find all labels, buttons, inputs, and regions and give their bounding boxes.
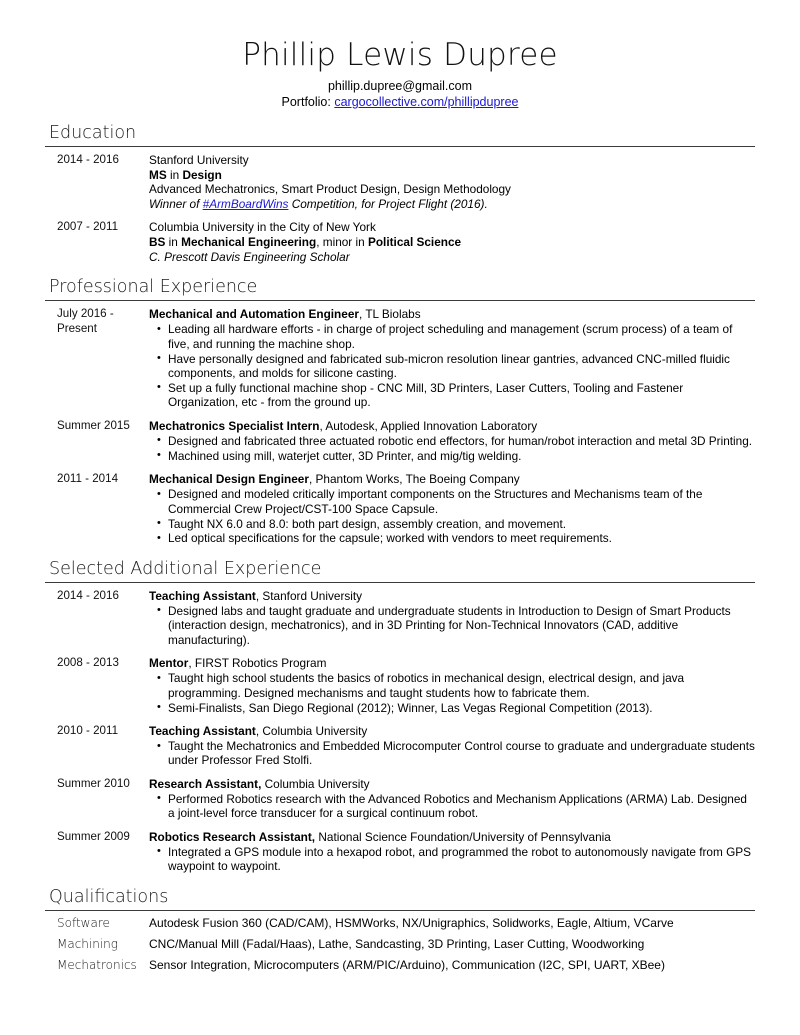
entry-date: 2014 - 2016 — [57, 153, 119, 166]
qualification-label: Software — [57, 915, 110, 930]
job-headline — [149, 307, 755, 322]
honor-line — [149, 250, 755, 265]
job-headline — [149, 472, 755, 487]
experience-entry — [45, 724, 755, 768]
education-entry — [45, 153, 755, 211]
entry-date: 2011 - 2014 — [57, 472, 119, 486]
degree-level: MS — [149, 167, 167, 182]
section-title-additional-experience: Selected Additional Experience — [49, 558, 322, 579]
section-title-education: Education — [49, 123, 137, 143]
qualification-row — [45, 916, 755, 931]
job-bullets — [149, 792, 755, 821]
job-title: Research Assistant, — [149, 776, 262, 791]
qualification-value: Autodesk Fusion 360 (CAD/CAM), HSMWorks, NX/Unigraphics, Solidworks, Eagle, Altium, VCarve — [149, 915, 674, 930]
job-headline — [149, 589, 755, 604]
experience-entry — [45, 830, 755, 874]
section-qualifications — [45, 887, 755, 973]
degree-line — [149, 168, 755, 183]
bullet-item: • Taught the Mechatronics and Embedded Microcomputer Control course to graduate and undergraduate students under Professor Fred Stolfi. — [149, 739, 755, 768]
job-bullets — [149, 604, 755, 647]
job-title: Mechanical Design Engineer — [149, 472, 309, 487]
job-org: , TL Biolabs — [358, 307, 421, 322]
degree-connector: in — [166, 167, 183, 182]
qualification-label: Machining — [57, 936, 118, 951]
experience-entry — [45, 589, 755, 647]
job-title: Mentor — [149, 656, 189, 671]
bullet-item: • Designed and fabricated three actuated robotic end effectors, for human/robot interaction and metal 3D Printing. — [149, 434, 755, 448]
job-org: , Columbia University — [255, 723, 368, 738]
job-bullets — [149, 487, 755, 546]
entry-date: July 2016 - Present — [57, 307, 114, 335]
qualifications-rows — [45, 916, 755, 973]
experience-entry — [45, 307, 755, 410]
degree-level: BS — [149, 234, 166, 249]
degree-connector: in — [165, 234, 182, 249]
resume-header — [45, 0, 755, 110]
section-rule — [45, 146, 755, 147]
degree-line — [149, 235, 755, 250]
section-rule — [45, 300, 755, 301]
section-title-professional-experience: Professional Experience — [49, 277, 258, 298]
job-org: , Stanford University — [255, 588, 363, 603]
bullet-item: • Have personally designed and fabricated sub-micron resolution linear gantries, advanced CNC-milled fluidic components, and molds for silicone casting. — [149, 352, 755, 381]
bullet-item: • Integrated a GPS module into a hexapod robot, and programmed the robot to autonomously navigate from GPS waypoint to waypoint. — [149, 845, 755, 874]
experience-entry — [45, 419, 755, 463]
job-title: Mechatronics Specialist Intern — [149, 418, 320, 433]
entry-body — [149, 220, 755, 264]
job-title: Teaching Assistant — [149, 588, 256, 603]
entry-date: 2008 - 2013 — [57, 656, 119, 670]
qualification-value: CNC/Manual Mill (Fadal/Haas), Lathe, Sandcasting, 3D Printing, Laser Cutting, Woodworking — [149, 936, 645, 951]
school-name: Stanford University — [149, 153, 249, 167]
job-headline — [149, 419, 755, 434]
award-prefix: Winner of — [149, 196, 203, 211]
entry-date: 2010 - 2011 — [57, 723, 119, 737]
email-address: phillip.dupree@gmail.com — [327, 79, 472, 93]
bullet-item: • Semi-Finalists, San Diego Regional (2012); Winner, Las Vegas Regional Competition (2013). — [149, 701, 755, 715]
job-title: Robotics Research Assistant, — [149, 829, 316, 844]
entry-body — [149, 777, 755, 821]
experience-entry — [45, 777, 755, 821]
job-bullets — [149, 739, 755, 768]
entry-date: 2007 - 2011 — [57, 220, 119, 234]
bullet-item: • Taught NX 6.0 and 8.0: both part design, assembly creation, and movement. — [149, 517, 755, 531]
honor-text: C. Prescott Davis Engineering Scholar — [149, 249, 350, 264]
school-name: Columbia University in the City of New York — [149, 220, 376, 235]
job-headline — [149, 724, 755, 739]
qualification-row — [45, 937, 755, 952]
degree-minor: Political Science — [367, 234, 462, 249]
award-suffix: Competition, for Project Flight (2016). — [288, 196, 488, 211]
job-bullets — [149, 845, 755, 874]
job-title: Mechanical and Automation Engineer — [149, 307, 359, 322]
degree-field: Mechanical Engineering — [181, 234, 317, 249]
section-professional-experience — [45, 277, 755, 546]
job-org: National Science Foundation/University of Pennsylvania — [315, 829, 611, 844]
experience-entry — [45, 656, 755, 715]
section-additional-experience — [45, 559, 755, 874]
professional-experience-entries — [45, 307, 755, 546]
bullet-item: • Performed Robotics research with the Advanced Robotics and Mechanism Applications (ARMA) Lab. Designed a joint-level force transducer for a surgical continuum robot. — [149, 792, 755, 821]
bullet-item: • Designed labs and taught graduate and undergraduate students in Introduction to Design of Smart Products (interaction design, mechatronics), and in 3D Printing for Non-Technical Innovators (CAD, additive manufacturing). — [149, 604, 755, 647]
job-headline — [149, 656, 755, 671]
bullet-item: • Led optical specifications for the capsule; worked with vendors to meet requirements. — [149, 531, 755, 545]
section-rule — [45, 582, 755, 583]
additional-experience-entries — [45, 589, 755, 874]
coursework: Advanced Mechatronics, Smart Product Design, Design Methodology — [149, 182, 511, 197]
section-rule — [45, 910, 755, 911]
portfolio-line — [45, 94, 755, 110]
candidate-name: Phillip Lewis Dupree — [242, 37, 558, 73]
award-link[interactable]: #ArmBoardWins — [202, 196, 289, 211]
education-entries — [45, 153, 755, 264]
entry-body — [149, 472, 755, 546]
qualification-value: Sensor Integration, Microcomputers (ARM/PIC/Arduino), Communication (I2C, SPI, UART, XBee) — [149, 957, 665, 972]
job-bullets — [149, 671, 755, 715]
entry-date: Summer 2015 — [57, 418, 130, 432]
job-bullets — [149, 434, 755, 463]
bullet-item: • Set up a fully functional machine shop - CNC Mill, 3D Printers, Laser Cutters, Tooling and Fastener Organization, etc - from the ground up. — [149, 381, 755, 410]
entry-date: 2014 - 2016 — [57, 588, 119, 602]
bullet-item: • Machined using mill, waterjet cutter, 3D Printer, and mig/tig welding. — [149, 449, 755, 463]
bullet-item: • Taught high school students the basics of robotics in mechanical design, electrical design, and java programming. Designed mechanisms and taught students how to fabricate them. — [149, 671, 755, 700]
entry-body — [149, 830, 755, 874]
education-entry — [45, 220, 755, 264]
portfolio-label: Portfolio: — [281, 95, 331, 109]
job-headline — [149, 777, 755, 792]
qualification-row — [45, 958, 755, 973]
job-title: Teaching Assistant — [149, 723, 256, 738]
entry-body — [149, 589, 755, 647]
entry-body — [149, 656, 755, 715]
entry-date: Summer 2010 — [57, 776, 130, 790]
minor-connector: , minor in — [316, 234, 368, 249]
qualification-label: Mechatronics — [57, 957, 137, 972]
entry-body — [149, 419, 755, 463]
job-headline — [149, 830, 755, 845]
entry-body — [149, 153, 755, 211]
experience-entry — [45, 472, 755, 546]
section-education — [45, 123, 755, 264]
entry-body — [149, 307, 755, 410]
bullet-item: • Designed and modeled critically important components on the Structures and Mechanisms team of the Commercial Crew Project/CST-100 Space Capsule. — [149, 487, 755, 516]
award-line — [149, 197, 755, 212]
job-org: , Autodesk, Applied Innovation Laboratory — [319, 418, 538, 433]
degree-field: Design — [182, 167, 222, 182]
job-org: , FIRST Robotics Program — [188, 656, 327, 671]
job-org: , Phantom Works, The Boeing Company — [308, 472, 520, 487]
section-title-qualifications: Qualifications — [49, 886, 169, 907]
portfolio-link[interactable]: cargocollective.com/phillipdupree — [334, 95, 519, 109]
bullet-item: • Leading all hardware efforts - in charge of project scheduling and management (scrum process) of a team of five, and running the machine shop. — [149, 322, 755, 351]
job-bullets — [149, 322, 755, 409]
entry-body — [149, 724, 755, 768]
entry-date: Summer 2009 — [57, 829, 130, 843]
job-org: Columbia University — [261, 776, 370, 791]
